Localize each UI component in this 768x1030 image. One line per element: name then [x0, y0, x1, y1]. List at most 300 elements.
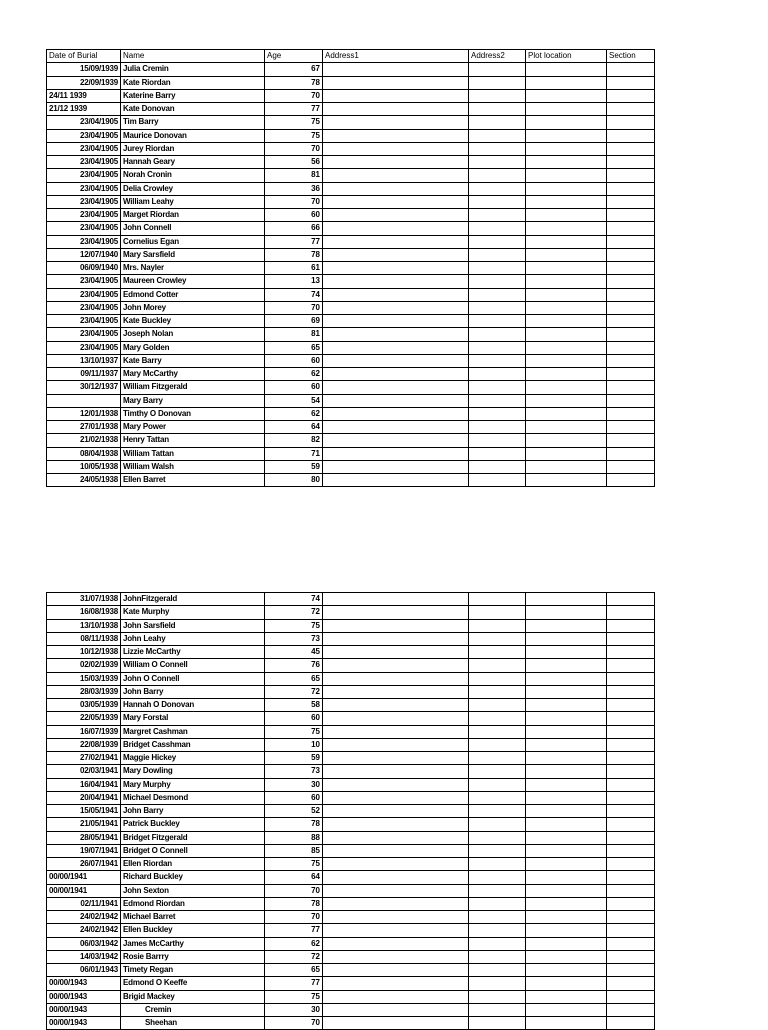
plot-location-cell: [526, 222, 607, 235]
age-cell: 62: [265, 407, 323, 420]
address1-cell: [323, 129, 469, 142]
burial-date-cell: 24/11 1939: [47, 89, 121, 102]
name-cell: Henry Tattan: [121, 434, 265, 447]
name-cell: William O Connell: [121, 659, 265, 672]
age-cell: 70: [265, 911, 323, 924]
address2-cell: [469, 394, 526, 407]
section-cell: [607, 831, 655, 844]
address1-cell: [323, 103, 469, 116]
plot-location-cell: [526, 434, 607, 447]
address2-cell: [469, 262, 526, 275]
address2-cell: [469, 474, 526, 487]
address1-cell: [323, 765, 469, 778]
table-row: [47, 248, 655, 261]
table-row: [47, 593, 655, 606]
address1-cell: [323, 381, 469, 394]
name-cell: Hannah Geary: [121, 156, 265, 169]
address2-cell: [469, 911, 526, 924]
section-cell: [607, 990, 655, 1003]
section-cell: [607, 235, 655, 248]
name-cell: John Connell: [121, 222, 265, 235]
age-cell: 58: [265, 699, 323, 712]
address2-cell: [469, 288, 526, 301]
address1-cell: [323, 725, 469, 738]
age-cell: 65: [265, 964, 323, 977]
age-cell: 60: [265, 209, 323, 222]
plot-location-cell: [526, 632, 607, 645]
burial-date-cell: 19/07/1941: [47, 844, 121, 857]
address2-cell: [469, 460, 526, 473]
header-name: Name: [121, 50, 265, 63]
age-cell: 70: [265, 1017, 323, 1030]
header-address2: Address2: [469, 50, 526, 63]
address2-cell: [469, 805, 526, 818]
address1-cell: [323, 593, 469, 606]
section-cell: [607, 1003, 655, 1016]
plot-location-cell: [526, 990, 607, 1003]
burial-date-cell: 09/11/1937: [47, 368, 121, 381]
name-cell: Mary Forstal: [121, 712, 265, 725]
name-cell: Marget Riordan: [121, 209, 265, 222]
table-row: [47, 474, 655, 487]
burial-date-cell: 23/04/1905: [47, 288, 121, 301]
table-2-body: [47, 593, 655, 1030]
plot-location-cell: [526, 447, 607, 460]
age-cell: 72: [265, 685, 323, 698]
burial-date-cell: 22/08/1939: [47, 738, 121, 751]
section-cell: [607, 646, 655, 659]
burial-date-cell: 14/03/1942: [47, 950, 121, 963]
address1-cell: [323, 209, 469, 222]
burial-date-cell: 16/04/1941: [47, 778, 121, 791]
table-row: [47, 169, 655, 182]
address2-cell: [469, 752, 526, 765]
plot-location-cell: [526, 884, 607, 897]
age-cell: 64: [265, 871, 323, 884]
plot-location-cell: [526, 897, 607, 910]
name-cell: Mary McCarthy: [121, 368, 265, 381]
address1-cell: [323, 195, 469, 208]
plot-location-cell: [526, 725, 607, 738]
name-cell: John Sarsfield: [121, 619, 265, 632]
age-cell: 75: [265, 116, 323, 129]
table-row: [47, 182, 655, 195]
section-cell: [607, 791, 655, 804]
address2-cell: [469, 844, 526, 857]
address1-cell: [323, 672, 469, 685]
address1-cell: [323, 182, 469, 195]
address2-cell: [469, 142, 526, 155]
plot-location-cell: [526, 712, 607, 725]
plot-location-cell: [526, 831, 607, 844]
burial-date-cell: 31/07/1938: [47, 593, 121, 606]
section-cell: [607, 275, 655, 288]
plot-location-cell: [526, 460, 607, 473]
name-cell: John O Connell: [121, 672, 265, 685]
address1-cell: [323, 1003, 469, 1016]
table-1-body: [47, 63, 655, 487]
table-row: [47, 315, 655, 328]
age-cell: 62: [265, 368, 323, 381]
address2-cell: [469, 791, 526, 804]
section-cell: [607, 911, 655, 924]
name-cell: Kate Barry: [121, 354, 265, 367]
burial-date-cell: 00/00/1943: [47, 1003, 121, 1016]
address1-cell: [323, 844, 469, 857]
table-row: [47, 712, 655, 725]
address2-cell: [469, 301, 526, 314]
name-cell: Patrick Buckley: [121, 818, 265, 831]
address1-cell: [323, 791, 469, 804]
burial-date-cell: 02/03/1941: [47, 765, 121, 778]
plot-location-cell: [526, 328, 607, 341]
burial-date-cell: 26/07/1941: [47, 858, 121, 871]
name-cell: Rosie Barrry: [121, 950, 265, 963]
age-cell: 30: [265, 778, 323, 791]
burial-date-cell: 24/02/1942: [47, 924, 121, 937]
address1-cell: [323, 354, 469, 367]
plot-location-cell: [526, 1003, 607, 1016]
burial-date-cell: 23/04/1905: [47, 222, 121, 235]
address2-cell: [469, 381, 526, 394]
burial-date-cell: 15/05/1941: [47, 805, 121, 818]
name-cell: Kate Riordan: [121, 76, 265, 89]
plot-location-cell: [526, 209, 607, 222]
address2-cell: [469, 368, 526, 381]
plot-location-cell: [526, 63, 607, 76]
plot-location-cell: [526, 964, 607, 977]
address1-cell: [323, 142, 469, 155]
burial-date-cell: 23/04/1905: [47, 116, 121, 129]
name-cell: Richard Buckley: [121, 871, 265, 884]
address2-cell: [469, 606, 526, 619]
name-cell: Ellen Riordan: [121, 858, 265, 871]
section-cell: [607, 262, 655, 275]
table-row: [47, 871, 655, 884]
section-cell: [607, 288, 655, 301]
age-cell: 73: [265, 765, 323, 778]
section-cell: [607, 116, 655, 129]
address2-cell: [469, 831, 526, 844]
section-cell: [607, 778, 655, 791]
table-row: [47, 328, 655, 341]
name-cell: Kate Buckley: [121, 315, 265, 328]
age-cell: 75: [265, 619, 323, 632]
burial-date-cell: 28/05/1941: [47, 831, 121, 844]
plot-location-cell: [526, 593, 607, 606]
address2-cell: [469, 632, 526, 645]
burial-date-cell: 02/11/1941: [47, 897, 121, 910]
address1-cell: [323, 619, 469, 632]
address2-cell: [469, 89, 526, 102]
burial-date-cell: 00/00/1941: [47, 884, 121, 897]
name-cell: Mary Golden: [121, 341, 265, 354]
section-cell: [607, 738, 655, 751]
burial-register-table-2: [46, 592, 655, 1030]
burial-date-cell: 30/12/1937: [47, 381, 121, 394]
age-cell: 77: [265, 924, 323, 937]
burial-date-cell: 24/05/1938: [47, 474, 121, 487]
address1-cell: [323, 116, 469, 129]
address1-cell: [323, 315, 469, 328]
section-cell: [607, 699, 655, 712]
name-cell: Sheehan: [121, 1017, 265, 1030]
table-row: [47, 421, 655, 434]
age-cell: 70: [265, 884, 323, 897]
table-row: [47, 738, 655, 751]
address2-cell: [469, 897, 526, 910]
table-row: [47, 778, 655, 791]
age-cell: 60: [265, 712, 323, 725]
section-cell: [607, 209, 655, 222]
burial-date-cell: 23/04/1905: [47, 129, 121, 142]
burial-date-cell: 15/09/1939: [47, 63, 121, 76]
table-row: [47, 262, 655, 275]
address1-cell: [323, 262, 469, 275]
table-row: [47, 407, 655, 420]
address1-cell: [323, 818, 469, 831]
age-cell: 73: [265, 632, 323, 645]
address2-cell: [469, 1017, 526, 1030]
age-cell: 77: [265, 235, 323, 248]
age-cell: 65: [265, 341, 323, 354]
name-cell: Edmond Cotter: [121, 288, 265, 301]
plot-location-cell: [526, 791, 607, 804]
address2-cell: [469, 275, 526, 288]
header-age: Age: [265, 50, 323, 63]
address1-cell: [323, 1017, 469, 1030]
table-row: [47, 222, 655, 235]
address2-cell: [469, 725, 526, 738]
address2-cell: [469, 646, 526, 659]
address1-cell: [323, 447, 469, 460]
section-cell: [607, 619, 655, 632]
address1-cell: [323, 341, 469, 354]
burial-date-cell: 02/02/1939: [47, 659, 121, 672]
burial-date-cell: [47, 394, 121, 407]
plot-location-cell: [526, 871, 607, 884]
address2-cell: [469, 884, 526, 897]
age-cell: 62: [265, 937, 323, 950]
burial-date-cell: 10/05/1938: [47, 460, 121, 473]
section-cell: [607, 368, 655, 381]
address1-cell: [323, 368, 469, 381]
burial-date-cell: 12/07/1940: [47, 248, 121, 261]
plot-location-cell: [526, 195, 607, 208]
table-row: [47, 950, 655, 963]
section-cell: [607, 103, 655, 116]
name-cell: Bridget O Connell: [121, 844, 265, 857]
address2-cell: [469, 593, 526, 606]
address1-cell: [323, 805, 469, 818]
burial-date-cell: 06/09/1940: [47, 262, 121, 275]
table-row: [47, 129, 655, 142]
table-row: [47, 725, 655, 738]
age-cell: 82: [265, 434, 323, 447]
plot-location-cell: [526, 924, 607, 937]
name-cell: Julia Cremin: [121, 63, 265, 76]
address1-cell: [323, 248, 469, 261]
name-cell: Joseph Nolan: [121, 328, 265, 341]
burial-date-cell: 00/00/1941: [47, 871, 121, 884]
name-cell: William Tattan: [121, 447, 265, 460]
burial-date-cell: 08/11/1938: [47, 632, 121, 645]
section-cell: [607, 818, 655, 831]
age-cell: 81: [265, 169, 323, 182]
section-cell: [607, 752, 655, 765]
section-cell: [607, 871, 655, 884]
burial-date-cell: 00/00/1943: [47, 1017, 121, 1030]
section-cell: [607, 381, 655, 394]
age-cell: 85: [265, 844, 323, 857]
address2-cell: [469, 76, 526, 89]
address1-cell: [323, 752, 469, 765]
burial-date-cell: 27/01/1938: [47, 421, 121, 434]
age-cell: 67: [265, 63, 323, 76]
address2-cell: [469, 964, 526, 977]
age-cell: 69: [265, 315, 323, 328]
burial-date-cell: 08/04/1938: [47, 447, 121, 460]
burial-date-cell: 27/02/1941: [47, 752, 121, 765]
age-cell: 75: [265, 129, 323, 142]
address2-cell: [469, 858, 526, 871]
address1-cell: [323, 63, 469, 76]
plot-location-cell: [526, 368, 607, 381]
name-cell: Mrs. Nayler: [121, 262, 265, 275]
address2-cell: [469, 195, 526, 208]
section-cell: [607, 964, 655, 977]
name-cell: Norah Cronin: [121, 169, 265, 182]
plot-location-cell: [526, 103, 607, 116]
table-row: [47, 301, 655, 314]
burial-date-cell: 23/04/1905: [47, 301, 121, 314]
address2-cell: [469, 328, 526, 341]
plot-location-cell: [526, 937, 607, 950]
table-row: [47, 911, 655, 924]
age-cell: 65: [265, 672, 323, 685]
table-row: [47, 89, 655, 102]
burial-date-cell: 23/04/1905: [47, 169, 121, 182]
name-cell: Tim Barry: [121, 116, 265, 129]
address1-cell: [323, 646, 469, 659]
plot-location-cell: [526, 288, 607, 301]
section-cell: [607, 182, 655, 195]
address1-cell: [323, 235, 469, 248]
address1-cell: [323, 738, 469, 751]
address2-cell: [469, 1003, 526, 1016]
age-cell: 70: [265, 89, 323, 102]
section-cell: [607, 63, 655, 76]
burial-date-cell: 00/00/1943: [47, 990, 121, 1003]
name-cell: John Barry: [121, 805, 265, 818]
name-cell: Ellen Buckley: [121, 924, 265, 937]
name-cell: Mary Dowling: [121, 765, 265, 778]
plot-location-cell: [526, 248, 607, 261]
plot-location-cell: [526, 354, 607, 367]
table-row: [47, 791, 655, 804]
name-cell: Lizzie McCarthy: [121, 646, 265, 659]
section-cell: [607, 341, 655, 354]
plot-location-cell: [526, 129, 607, 142]
age-cell: 71: [265, 447, 323, 460]
address2-cell: [469, 434, 526, 447]
table-row: [47, 990, 655, 1003]
address2-cell: [469, 765, 526, 778]
age-cell: 81: [265, 328, 323, 341]
name-cell: Michael Desmond: [121, 791, 265, 804]
section-cell: [607, 858, 655, 871]
name-cell: Mary Power: [121, 421, 265, 434]
section-cell: [607, 712, 655, 725]
name-cell: Mary Sarsfield: [121, 248, 265, 261]
name-cell: Edmond Riordan: [121, 897, 265, 910]
address2-cell: [469, 672, 526, 685]
name-cell: William Fitzgerald: [121, 381, 265, 394]
address2-cell: [469, 341, 526, 354]
address2-cell: [469, 699, 526, 712]
address2-cell: [469, 116, 526, 129]
table-row: [47, 632, 655, 645]
table-row: [47, 964, 655, 977]
address1-cell: [323, 222, 469, 235]
age-cell: 76: [265, 659, 323, 672]
plot-location-cell: [526, 844, 607, 857]
address2-cell: [469, 63, 526, 76]
address1-cell: [323, 964, 469, 977]
table-row: [47, 937, 655, 950]
address2-cell: [469, 712, 526, 725]
plot-location-cell: [526, 262, 607, 275]
burial-date-cell: 03/05/1939: [47, 699, 121, 712]
plot-location-cell: [526, 315, 607, 328]
address1-cell: [323, 169, 469, 182]
table-row: [47, 103, 655, 116]
age-cell: 64: [265, 421, 323, 434]
plot-location-cell: [526, 659, 607, 672]
address2-cell: [469, 950, 526, 963]
address2-cell: [469, 169, 526, 182]
table-row: [47, 63, 655, 76]
section-cell: [607, 195, 655, 208]
plot-location-cell: [526, 950, 607, 963]
address2-cell: [469, 990, 526, 1003]
header-date-of-burial: Date of Burial: [47, 50, 121, 63]
burial-date-cell: 21/02/1938: [47, 434, 121, 447]
section-cell: [607, 129, 655, 142]
section-cell: [607, 593, 655, 606]
age-cell: 74: [265, 593, 323, 606]
age-cell: 10: [265, 738, 323, 751]
plot-location-cell: [526, 977, 607, 990]
table-row: [47, 209, 655, 222]
address2-cell: [469, 447, 526, 460]
section-cell: [607, 606, 655, 619]
address1-cell: [323, 977, 469, 990]
address1-cell: [323, 778, 469, 791]
age-cell: 60: [265, 791, 323, 804]
plot-location-cell: [526, 76, 607, 89]
plot-location-cell: [526, 1017, 607, 1030]
age-cell: 59: [265, 752, 323, 765]
table-row: [47, 354, 655, 367]
address2-cell: [469, 659, 526, 672]
table-row: [47, 434, 655, 447]
name-cell: Brigid Mackey: [121, 990, 265, 1003]
address1-cell: [323, 924, 469, 937]
address1-cell: [323, 288, 469, 301]
age-cell: 54: [265, 394, 323, 407]
age-cell: 78: [265, 248, 323, 261]
